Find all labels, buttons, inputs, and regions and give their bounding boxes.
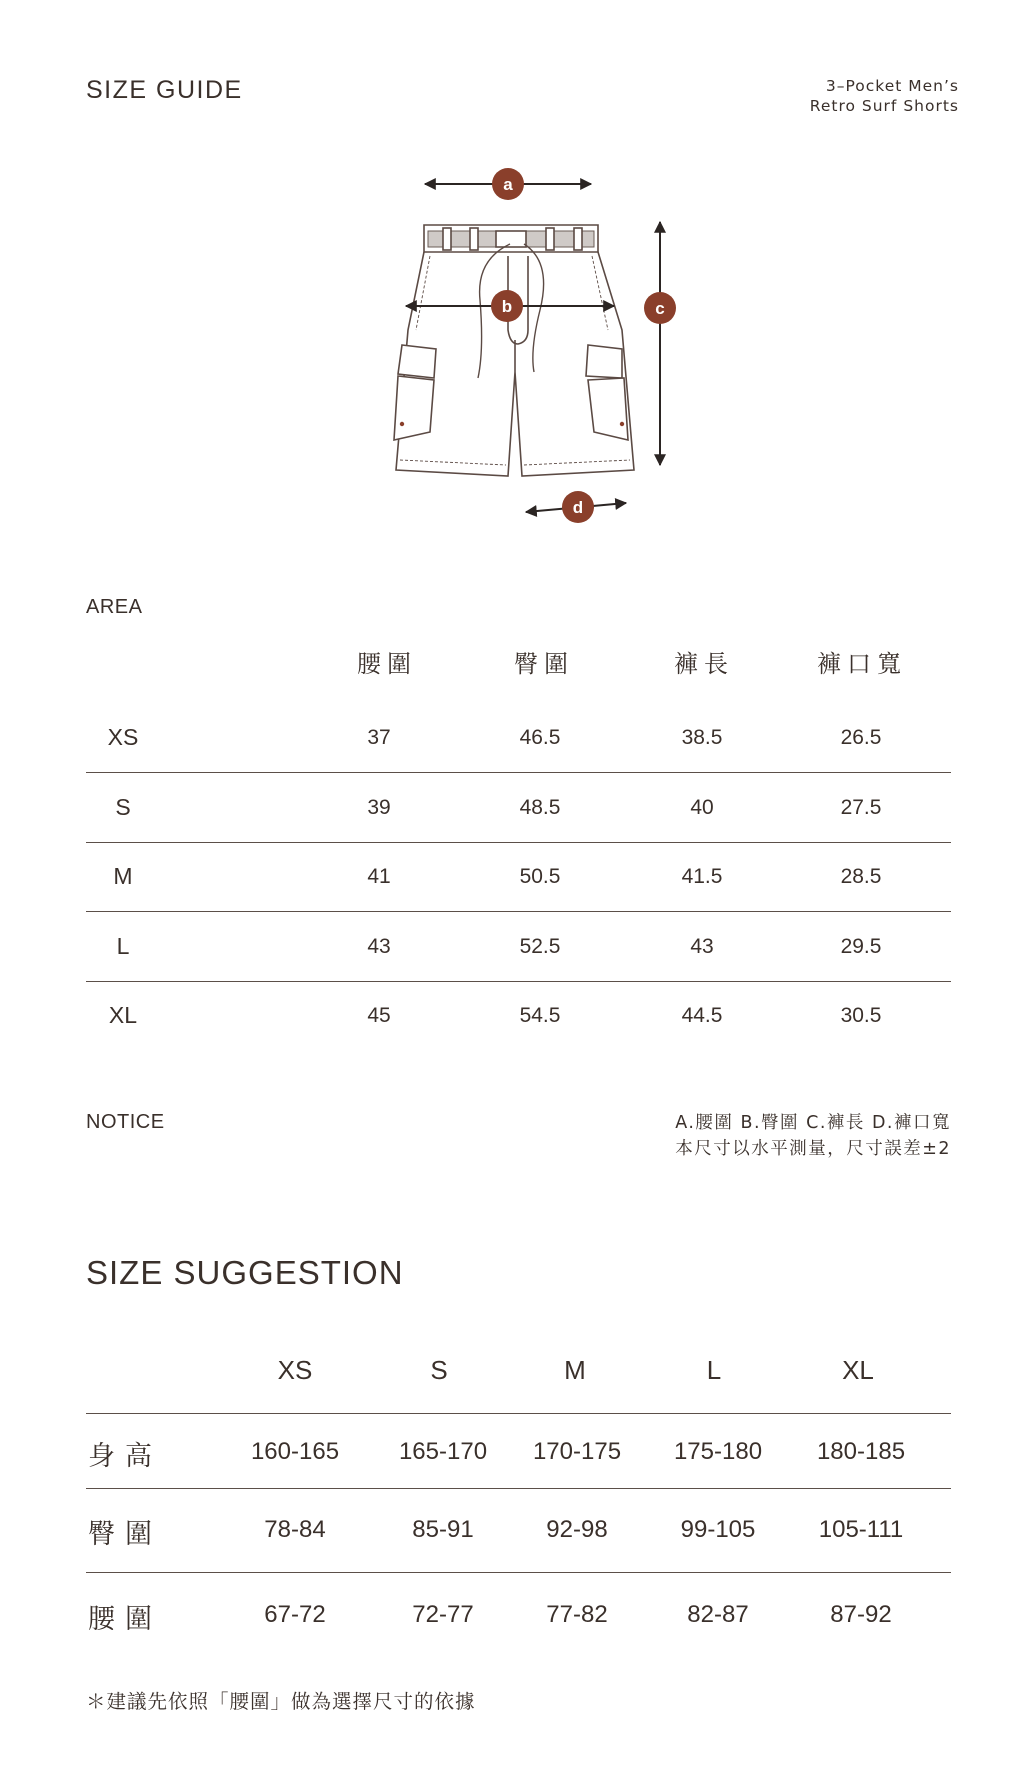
area-value: 29.5 [840,935,882,958]
marker-c-label: c [655,299,665,318]
area-value: 45 [367,1004,391,1027]
area-value: 43 [690,935,714,958]
area-col-header: 臀圍 [514,650,574,678]
marker-d-label: d [572,498,584,517]
size-label: L [116,933,130,959]
suggestion-col-header: S [430,1355,448,1385]
suggestion-value: 160-165 [250,1438,340,1465]
area-value: 40 [690,796,714,819]
suggestion-value: 165-170 [398,1438,488,1465]
area-value: 41.5 [681,865,723,888]
area-value: 50.5 [519,865,561,888]
suggestion-value: 77-82 [546,1601,608,1628]
area-value: 39 [367,796,391,819]
row-divider [86,1413,951,1414]
suggestion-value: 175-180 [673,1438,763,1465]
row-divider [86,1488,951,1489]
area-value: 27.5 [840,796,882,819]
suggestion-col-header: XS [277,1355,313,1385]
shorts-diagram [380,160,700,530]
row-divider [86,842,951,843]
suggestion-value: 92-98 [546,1516,608,1543]
suggestion-col-header: L [706,1355,722,1385]
area-value: 44.5 [681,1004,723,1027]
suggestion-value: 82-87 [687,1601,749,1628]
suggestion-value: 72-77 [412,1601,474,1628]
suggestion-value: 67-72 [264,1601,326,1628]
area-value: 48.5 [519,796,561,819]
suggestion-value: 105-111 [818,1516,904,1543]
row-divider [86,1572,951,1573]
marker-d [562,491,594,523]
suggestion-row-label: 身高 [88,1441,162,1472]
area-value: 30.5 [840,1004,882,1027]
area-value: 37 [367,726,391,749]
area-label: AREA [86,596,143,618]
suggestion-row-label: 臀圍 [88,1519,162,1550]
area-col-header: 褲長 [674,650,734,678]
area-col-header: 腰圍 [357,650,417,678]
notice-label: NOTICE [86,1111,165,1133]
row-divider [86,981,951,982]
size-label: XS [107,724,139,750]
notice-text [675,1110,951,1162]
size-label: S [115,794,131,820]
suggestion-value: 87-92 [830,1601,892,1628]
suggestion-value: 78-84 [264,1516,326,1543]
suggestion-value: 180-185 [816,1438,906,1465]
area-col-header: 褲口寬 [817,650,907,678]
area-value: 46.5 [519,726,561,749]
marker-c [644,292,676,324]
row-divider [86,911,951,912]
marker-a [492,168,524,200]
product-name-line2: Retro Surf Shorts [809,97,959,115]
size-label: M [113,863,133,889]
marker-b-label: b [501,297,513,316]
suggestion-title: SIZE SUGGESTION [86,1254,404,1291]
area-value: 41 [367,865,391,888]
product-name-line1: 3–Pocket Men’s [825,77,959,95]
notice-line1: A.腰圍 B.臀圍 C.褲長 D.褲口寬 [675,1113,951,1133]
area-value: 52.5 [519,935,561,958]
marker-a-label: a [503,175,513,194]
suggestion-value: 170-175 [532,1438,622,1465]
suggestion-value: 85-91 [412,1516,474,1543]
notice-line2: 本尺寸以水平測量，尺寸誤差±2 [675,1139,951,1159]
suggestion-row-label: 腰圍 [88,1604,162,1635]
area-value: 26.5 [840,726,882,749]
area-value: 43 [367,935,391,958]
suggestion-value: 99-105 [680,1516,756,1543]
area-value: 54.5 [519,1004,561,1027]
marker-b [491,290,523,322]
product-name [810,76,959,116]
area-value: 28.5 [840,865,882,888]
row-divider [86,772,951,773]
suggestion-col-header: M [564,1355,586,1385]
size-label: XL [108,1002,138,1028]
page-title: SIZE GUIDE [86,76,243,104]
footnote: ＊建議先依照「腰圍」做為選擇尺寸的依據 [86,1690,476,1713]
area-value: 38.5 [681,726,723,749]
suggestion-col-header: XL [842,1355,874,1385]
